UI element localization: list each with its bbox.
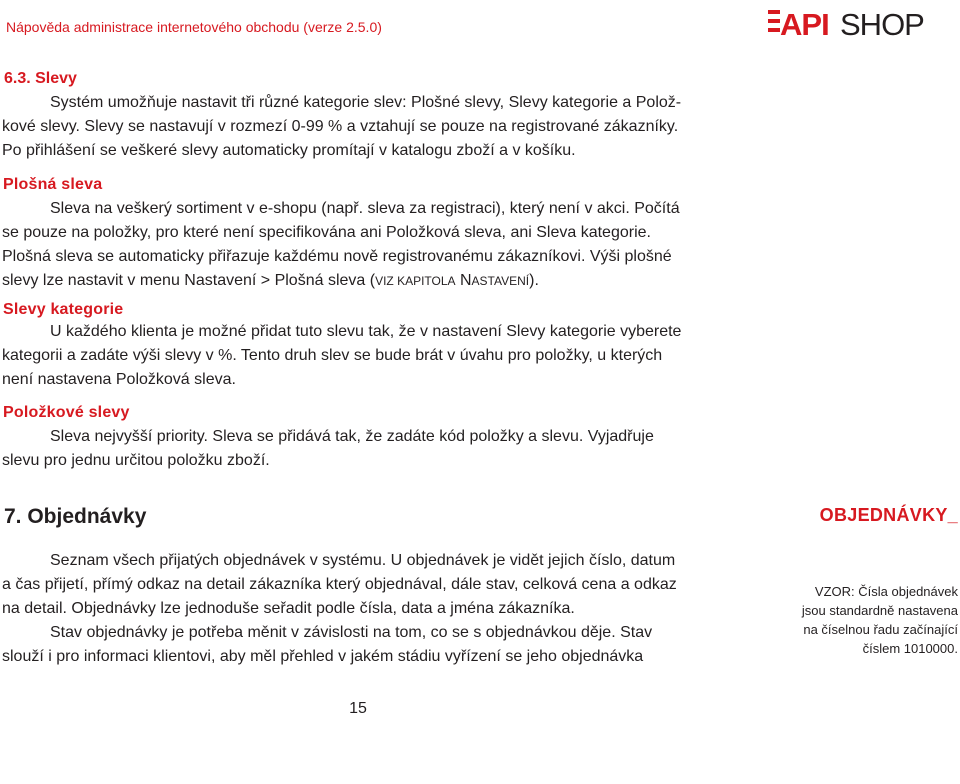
margin-chapter-title: OBJEDNÁVKY_ — [819, 505, 958, 525]
text-line: Systém umožňuje nastavit tři různé kategorie slev: Plošné slevy, Slevy kategorie a Polož- — [50, 94, 682, 111]
section-intro — [2, 91, 714, 163]
paragraph-plosna-sleva — [2, 197, 714, 293]
text-line: není nastavena Položková sleva. — [2, 371, 236, 388]
text-line: Sleva nejvyšší priority. Sleva se přidává tak, že zadáte kód položky a slevu. Vyjadřuje — [50, 428, 654, 445]
apishop-logo — [768, 6, 958, 40]
page-number: 15 — [349, 700, 367, 717]
text-line: Seznam všech přijatých objednávek v systému. U objednávek je vidět jejich číslo, datum — [50, 552, 676, 569]
text-line: kategorii a zadáte výši slevy v %. Tento druh slev se bude brát v úvahu pro položky, u kterých — [2, 347, 663, 364]
document-header-title: Nápověda administrace internetového obchodu (verze 2.5.0) — [6, 19, 382, 35]
text-line: kové slevy. Slevy se nastavují v rozmezí 0-99 % a vztahují se pouze na registrované zákazníky. — [2, 118, 679, 135]
note-line: VZOR: Čísla objednávek — [814, 584, 958, 599]
note-line: číslem 1010000. — [862, 641, 958, 656]
chapter-heading: 7. Objednávky — [4, 505, 147, 528]
svg-text:API: API — [780, 7, 829, 40]
margin-note — [770, 582, 958, 658]
subheading-plosna-sleva: Plošná sleva — [3, 176, 103, 193]
text-line: U každého klienta je možné přidat tuto slevu tak, že v nastavení Slevy kategorie vyberete — [50, 323, 682, 340]
subheading-polozkove-slevy: Položkové slevy — [3, 404, 130, 421]
text-line: Po přihlášení se veškeré slevy automaticky promítají v katalogu zboží a v košíku. — [2, 142, 576, 159]
svg-text:SHOP: SHOP — [840, 7, 924, 40]
paragraph-slevy-kategorie — [2, 320, 714, 392]
section-heading: 6.3. Slevy — [4, 70, 77, 87]
text-line: slouží i pro informaci klientovi, aby měl přehled v jakém stádiu vyřízení se jeho objednávka — [2, 648, 644, 665]
text-line: Sleva na veškerý sortiment v e-shopu (např. sleva za registraci), který není v akci. Počítá — [50, 200, 680, 217]
text-line: na detail. Objednávky lze jednoduše seřadit podle čísla, data a jména zákazníka. — [2, 600, 575, 617]
note-line: jsou standardně nastavena — [801, 603, 958, 618]
text-line: a čas přijetí, přímý odkaz na detail zákazníka který objednával, dále stav, celková cena a odkaz — [2, 576, 677, 593]
text-line: Stav objednávky je potřeba měnit v závislosti na tom, co se s objednávkou děje. Stav — [50, 624, 653, 641]
text-line: se pouze na položky, pro které není specifikována ani Položková sleva, ani Sleva kategorie. — [2, 224, 651, 241]
text-line: slevu pro jednu určitou položku zboží. — [2, 452, 270, 469]
text-line: slevy lze nastavit v menu Nastavení > Plošná sleva (VIZ KAPITOLA NASTAVENÍ). — [2, 272, 539, 289]
subheading-slevy-kategorie: Slevy kategorie — [3, 301, 124, 318]
note-line: na číselnou řadu začínající — [803, 622, 958, 637]
text-line: Plošná sleva se automaticky přiřazuje každému nově registrovanému zákazníkovi. Výši plošné — [2, 248, 672, 265]
paragraph-polozkove-slevy — [2, 425, 714, 473]
paragraph-objednavky — [2, 549, 714, 669]
